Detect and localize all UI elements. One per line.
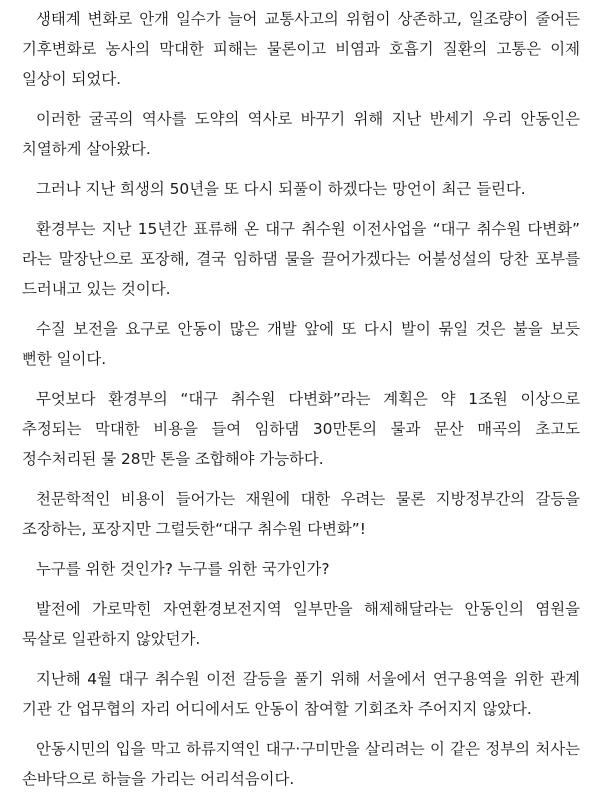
article-body [22, 4, 580, 794]
paragraph-6: 무엇보다 환경부의 “대구 취수원 다변화”라는 계획은 약 1조원 이상으로 추정되는 막대한 비용을 들여 임하댐 30만톤의 물과 문산 매곡의 초고도 정수처리된 물 28만 톤을 조합해야 가능하다. [22, 390, 580, 468]
paragraph-5: 수질 보전을 요구로 안동이 많은 개발 앞에 또 다시 발이 묶일 것은 불을 보듯 뻔한 일이다. [22, 320, 580, 368]
paragraph-8: 누구를 위한 것인가? 누구를 위한 국가인가? [36, 560, 330, 578]
paragraph-7: 천문학적인 비용이 들어가는 재원에 대한 우려는 물론 지방정부간의 갈등을 조장하는, 포장지만 그럴듯한“대구 취수원 다변화”! [22, 490, 580, 538]
paragraph-11: 안동시민의 입을 막고 하류지역인 대구·구미만을 살리려는 이 같은 정부의 처사는 손바닥으로 하늘을 가리는 어리석음이다. [22, 740, 580, 788]
paragraph-1: 생태계 변화로 안개 일수가 늘어 교통사고의 위험이 상존하고, 일조량이 줄어든 기후변화로 농사의 막대한 피해는 물론이고 비염과 호흡기 질환의 고통은 이제 일상이 되었다. [22, 10, 580, 88]
paragraph-2: 이러한 굴곡의 역사를 도약의 역사로 바꾸기 위해 지난 반세기 우리 안동인은 치열하게 살아왔다. [22, 110, 580, 158]
paragraph-9: 발전에 가로막힌 자연환경보전지역 일부만을 해제해달라는 안동인의 염원을 묵살로 일관하지 않았던가. [22, 600, 580, 648]
paragraph-3: 그러나 지난 희생의 50년을 또 다시 되풀이 하겠다는 망언이 최근 들린다. [36, 180, 526, 198]
paragraph-4: 환경부는 지난 15년간 표류해 온 대구 취수원 이전사업을 “대구 취수원 다변화” 라는 말장난으로 포장해, 결국 임하댐 물을 끌어가겠다는 어불성설의 당찬 포부를 드러내고 있는 것이다. [22, 220, 580, 298]
paragraph-10: 지난해 4월 대구 취수원 이전 갈등을 풀기 위해 서울에서 연구용역을 위한 관계 기관 간 업무협의 자리 어디에서도 안동이 참여할 기회조차 주어지지 않았다. [22, 670, 580, 718]
